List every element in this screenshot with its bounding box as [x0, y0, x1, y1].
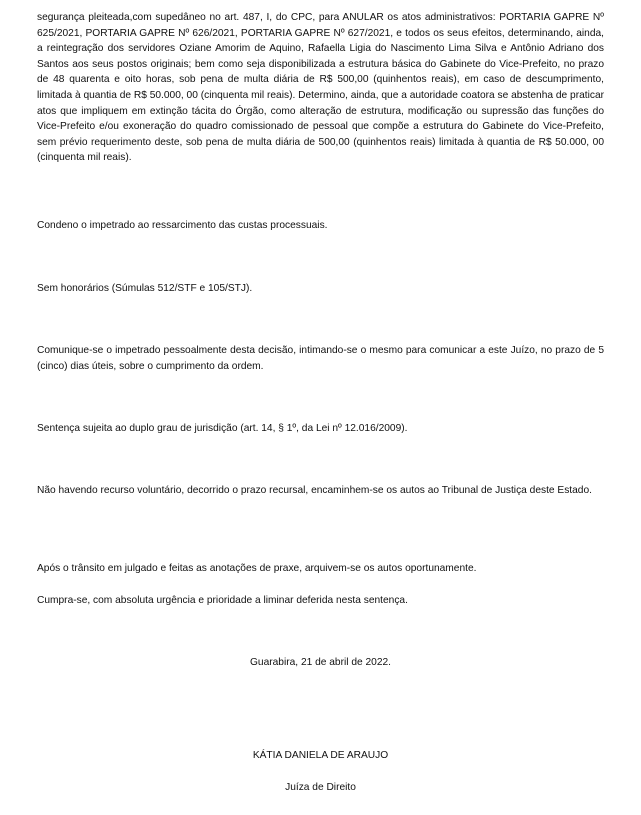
paragraph-compliance: Cumpra-se, com absoluta urgência e prioridade a liminar deferida nesta sentença. — [37, 595, 408, 606]
paragraph-costs: Condeno o impetrado ao ressarcimento das custas processuais. — [37, 220, 328, 231]
paragraph-review: Sentença sujeita ao duplo grau de jurisdição (art. 14, § 1º, da Lei nº 12.016/2009). — [37, 423, 408, 434]
paragraph-notification: Comunique-se o impetrado pessoalmente desta decisão, intimando-se o mesmo para comunicar a este Juízo, no prazo de 5 (cinco) dias úteis, sobre o cumprimento da ordem. — [37, 345, 604, 372]
signer-name: KÁTIA DANIELA DE ARAUJO — [252, 750, 389, 761]
paragraph-appeal: Não havendo recurso voluntário, decorrido o prazo recursal, encaminhem-se os autos ao Tribunal de Justiça deste Estado. — [37, 485, 592, 496]
paragraph-ruling-detail: segurança pleiteada,com supedâneo no art. 487, I, do CPC, para ANULAR os atos administrativos: PORTARIA GAPRE Nº 625/2021, PORTARIA GAPRE Nº 626/2021, PORTARIA GAPRE Nº 627/2021, e todos os seus efeitos, determinando, ainda, a reintegração dos servidores Oziane Amorim de Aquino, Rafaella Ligia do Nascimento Lima Silva e Antônio Adriano dos Santos aos seus postos originais; bem como seja disponibilizada a estrutura básica do Gabinete do Vice-Prefeito, no prazo de 48 quarenta e oito horas, sob pena de multa diária de R$ 500,00 (quinhentos reais), em caso de descumprimento, limitada à quantia de R$ 50.000, 00 (cinquenta mil reais). Determino, ainda, que a autoridade coatora se abstenha de praticar atos que impliquem em extinção tácita do Órgão, como alteração de estrutura, modificação ou supressão das funções do Vice-Prefeito e/ou exoneração do quadro comissionado de pessoal que compõe a estrutura do Gabinete do Vice-Prefeito, sem prévio requerimento deste, sob pena de multa diária de 500,00 (quinhentos reais) limitada à quantia de R$ 50.000, 00 (cinquenta mil reais). — [37, 12, 604, 164]
paragraph-archive: Após o trânsito em julgado e feitas as anotações de praxe, arquivem-se os autos oportunamente. — [37, 563, 477, 574]
paragraph-fees: Sem honorários (Súmulas 512/STF e 105/STJ). — [37, 283, 253, 294]
date-line: Guarabira, 21 de abril de 2022. — [249, 657, 392, 668]
signer-title: Juíza de Direito — [285, 782, 356, 793]
